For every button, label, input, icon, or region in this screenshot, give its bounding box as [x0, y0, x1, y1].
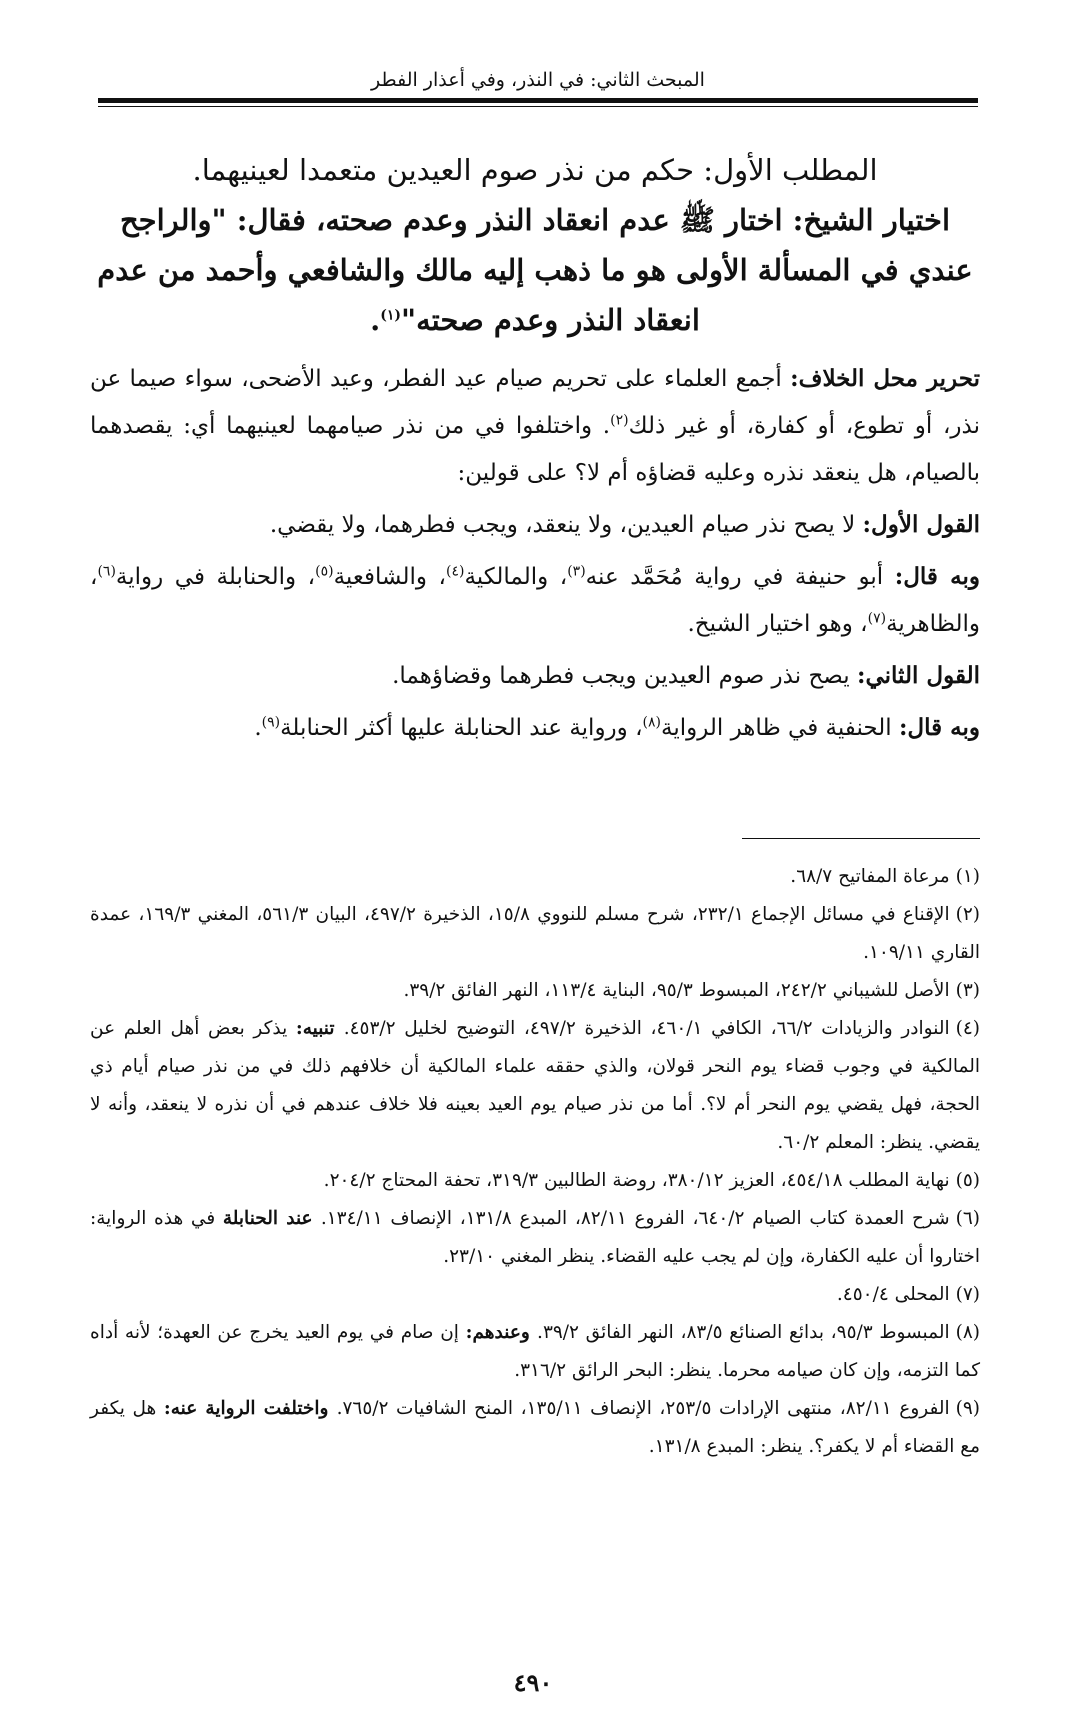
dispute-paragraph [90, 355, 980, 497]
footnote-number: (٣) [955, 980, 980, 1001]
footnote-ref-8: (٨) [642, 714, 661, 731]
first-holders-text-5: ، والظاهرية [90, 564, 980, 637]
dispute-text-2: . واختلفوا في من نذر صيامهما لعينيهما أي: يقصدهما بالصيام، هل ينعقد نذره وعليه قضاؤه أم لا؟ على قولين: [90, 413, 980, 486]
dispute-text-1: أجمع العلماء على تحريم صيام عيد الفطر، وعيد الأضحى، سواء صيما عن نذر، أو تطوع، أو كفارة، أو غير ذلك [90, 366, 981, 439]
footnote-number: (٢) [955, 904, 980, 925]
second-holders-text-3: . [254, 715, 262, 741]
first-holders-text-2: ، والمالكية [464, 564, 568, 590]
footnote-number: (٨) [955, 1322, 980, 1343]
footnote-text: المبسوط ٩٥/٣، بدائع الصنائع ٨٣/٥، النهر الفائق ٣٩/٢. [537, 1322, 950, 1343]
first-holders-text-6: ، وهو اختيار الشيخ. [687, 611, 868, 637]
quote-end: . [370, 303, 381, 337]
footnote-text: الأصل للشيباني ٢٤٢/٢، المبسوط ٩٥/٣، البناية ١١٣/٤، النهر الفائق ٣٩/٢. [403, 980, 950, 1001]
header-rule-thin [98, 106, 978, 107]
footnote [90, 1276, 980, 1314]
dispute-label: تحرير محل الخلاف: [790, 365, 980, 392]
first-view-label: القول الأول: [862, 511, 980, 538]
footnote-ref-4: (٤) [445, 563, 465, 580]
footnote-text: النوادر والزيادات ٦٦/٢، الكافي ٤٦٠/١، الذخيرة ٤٩٧/٢، التوضيح لخليل ٤٥٣/٢. [343, 1018, 950, 1039]
footnote-number: (٧) [955, 1284, 980, 1305]
footnote-number: (٤) [955, 1018, 980, 1039]
footnote-bold: وعندهم: [465, 1322, 538, 1343]
first-holders-text-3: ، والشافعية [333, 564, 446, 590]
sheikh-choice-quote [90, 195, 980, 345]
second-view-text: يصح نذر صوم العيدين ويجب فطرهما وقضاؤهما. [392, 663, 857, 689]
second-holders-label: وبه قال: [898, 714, 980, 741]
first-view-paragraph [90, 501, 980, 549]
footnote-ref-2: (٢) [610, 412, 629, 429]
second-holders-paragraph [90, 704, 980, 752]
footnote-ref-7: (٧) [867, 610, 887, 627]
footnote-text: الفروع ٨٢/١١، منتهى الإرادات ٢٥٣/٥، الإنصاف ١٣٥/١١، المنح الشافيات ٧٦٥/٢. [336, 1398, 950, 1419]
footnote [90, 972, 980, 1010]
first-holders-paragraph [90, 553, 980, 648]
footnote-number: (٦) [955, 1208, 980, 1229]
footnote-ref-1: (١) [380, 307, 401, 324]
footnote-rest: في هذه الرواية: اختاروا أن عليه الكفارة، وإن لم يجب عليه القضاء. ينظر المغني ٢٣/١٠. [90, 1208, 980, 1267]
page-number: ٤٩٠ [513, 1668, 553, 1697]
footnote-number: (٩) [955, 1398, 981, 1419]
header-rule-thick [98, 98, 978, 103]
footnote-bold: عند الحنابلة [222, 1208, 321, 1229]
second-view-paragraph [90, 652, 980, 700]
first-holders-text-1: أبو حنيفة في رواية مُحَمَّد عنه [585, 564, 895, 590]
quote-text: اختيار الشيخ: اختار ﷺ عدم انعقاد النذر وعدم صحته، فقال: "والراجح عندي في المسألة الأولى هو ما ذهب إليه مالك والشافعي وأحمد من عدم انعقاد النذر وعدم صحته" [97, 203, 973, 337]
footnote-ref-6: (٦) [97, 563, 116, 580]
footnote-text: المحلى ٤٥٠/٤. [836, 1284, 950, 1305]
footnote-separator [742, 838, 980, 839]
first-holders-text-4: ، والحنابلة في رواية [115, 564, 316, 590]
footnote [90, 1390, 980, 1466]
footnote-ref-9: (٩) [261, 714, 281, 731]
footnote-number: (٥) [955, 1170, 980, 1191]
footnote [90, 1010, 980, 1162]
second-view-label: القول الثاني: [856, 662, 980, 689]
section-title: المطلب الأول: حكم من نذر صوم العيدين متعمدا لعينيهما. [192, 153, 878, 187]
footnote-rest: هل يكفر مع القضاء أم لا يكفر؟. ينظر: المبدع ١٣١/٨. [90, 1398, 980, 1457]
footnote-ref-3: (٣) [567, 563, 586, 580]
footnote-text: شرح العمدة كتاب الصيام ٦٤٠/٢، الفروع ٨٢/١١، المبدع ١٣١/٨، الإنصاف ١٣٤/١١. [320, 1208, 950, 1229]
footnote [90, 1200, 980, 1276]
footnote-text: مرعاة المفاتيح ٦٨/٧. [790, 866, 950, 887]
first-view-text: لا يصح نذر صيام العيدين، ولا ينعقد، ويجب فطرهما، ولا يقضي. [269, 512, 863, 538]
footnote-rest: إن صام في يوم العيد يخرج عن العهدة؛ لأنه أداه كما التزمه، وإن كان صيامه محرما. ينظر: البحر الرائق ٣١٦/٢. [90, 1322, 980, 1381]
footnote-bold: تنبيه: [295, 1018, 344, 1039]
second-holders-text-2: ، ورواية عند الحنابلة عليها أكثر الحنابلة [280, 715, 643, 741]
footnote-ref-5: (٥) [315, 563, 334, 580]
second-holders-text-1: الحنفية في ظاهر الرواية [660, 715, 899, 741]
footnote-bold: واختلفت الرواية عنه: [163, 1398, 337, 1419]
main-text [90, 145, 980, 756]
footnote [90, 1314, 980, 1390]
footnote-number: (١) [955, 866, 980, 887]
footnote-rest: يذكر بعض أهل العلم عن المالكية في وجوب قضاء يوم النحر قولان، والذي حققه علماء المالكية أن خلافهم ذلك في من نذر صيام أيام ذي الحجة، فهل يقضي يوم النحر أم لا؟. أما من نذر صيام يوم العيد بعينه فلا خلاف عندهم في أن نذره لا ينعقد، وأنه لا يقضي. ينظر: المعلم ٦٠/٢. [90, 1018, 980, 1153]
footnote [90, 1162, 980, 1200]
first-holders-label: وبه قال: [894, 563, 981, 590]
footnote-text: نهاية المطلب ٤٥٤/١٨، العزيز ٣٨٠/١٢، روضة الطالبين ٣١٩/٣، تحفة المحتاج ٢٠٤/٢. [323, 1170, 950, 1191]
footnotes [90, 858, 980, 1466]
footnote-text: الإقناع في مسائل الإجماع ٢٣٢/١، شرح مسلم للنووي ١٥/٨، الذخيرة ٤٩٧/٢، البيان ٥٦١/٣، المغني ١٦٩/٣، عمدة القاري ١٠٩/١١. [90, 904, 980, 963]
running-header: المبحث الثاني: في النذر، وفي أعذار الفطر [371, 69, 705, 91]
footnote [90, 858, 980, 896]
footnote [90, 896, 980, 972]
